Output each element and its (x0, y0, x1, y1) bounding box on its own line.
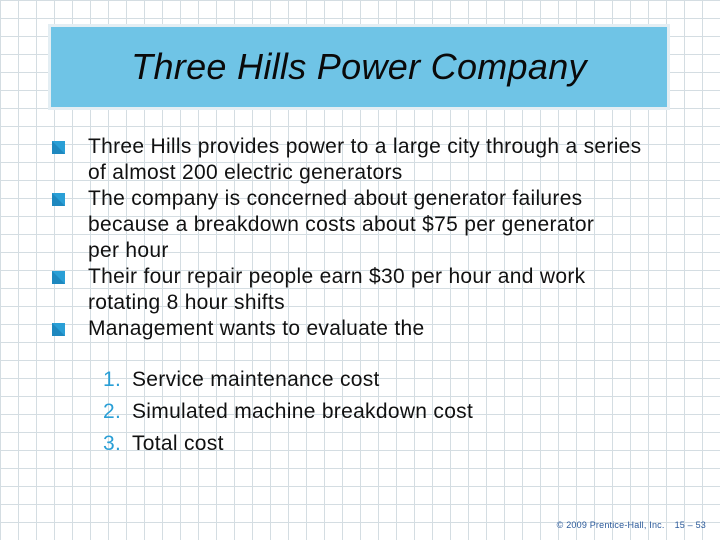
item-text: Total cost (132, 432, 224, 455)
bullet-text: Management wants to evaluate the (88, 317, 425, 340)
square-bullet-icon (52, 271, 65, 284)
copyright-text: © 2009 Prentice-Hall, Inc. (556, 520, 665, 530)
square-bullet-icon (52, 323, 65, 336)
numbered-item (103, 364, 473, 396)
bullet-item (52, 186, 692, 264)
bullet-text: Their four repair people earn $30 per hour and work rotating 8 hour shifts (88, 265, 586, 314)
item-text: Simulated machine breakdown cost (132, 400, 474, 423)
slide-title: Three Hills Power Company (131, 46, 587, 87)
numbered-list (103, 364, 473, 460)
numbered-item (103, 428, 473, 460)
item-number: 2. (103, 400, 122, 423)
square-bullet-icon (52, 193, 65, 206)
bullet-item (52, 264, 692, 316)
item-number: 1. (103, 368, 122, 391)
title-bar (51, 27, 667, 107)
bullet-text: The company is concerned about generator failures because a breakdown costs about $75 per generator per hour (88, 187, 595, 262)
numbered-item (103, 396, 473, 428)
item-number: 3. (103, 432, 122, 455)
item-text: Service maintenance cost (132, 368, 380, 391)
page-number: 15 – 53 (674, 520, 706, 530)
slide-footer (557, 520, 706, 530)
square-bullet-icon (52, 141, 65, 154)
bullet-item (52, 316, 692, 342)
bullet-text: Three Hills provides power to a large city through a series of almost 200 electric generators (88, 135, 642, 184)
bullet-list (52, 134, 692, 342)
bullet-item (52, 134, 692, 186)
